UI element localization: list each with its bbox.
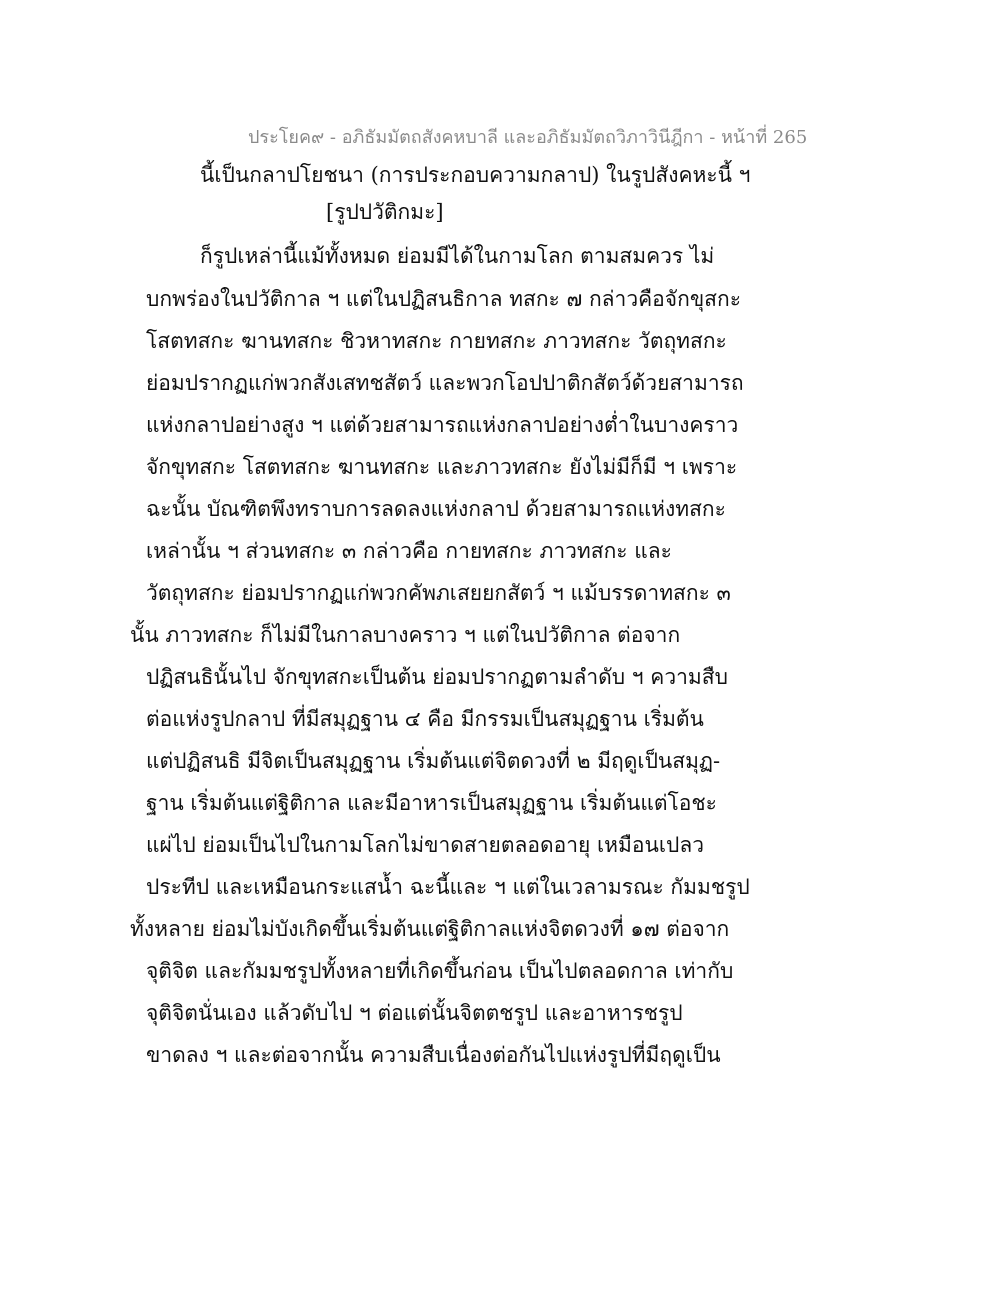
body-line: ประทีป และเหมือนกระแสน้ำ ฉะนี้และ ฯ แต่ในเวลามรณะ กัมมชรูป (146, 875, 750, 899)
running-header: ประโยค๙ - อภิธัมมัตถสังคหบาลี และอภิธัมมัตถวิภาวินีฎีกา - หน้าที่ 265 (248, 127, 808, 148)
body-line: ต่อแห่งรูปกลาป ที่มีสมุฏฐาน ๔ คือ มีกรรมเป็นสมุฏฐาน เริ่มต้น (146, 707, 704, 731)
body-line: ทั้งหลาย ย่อมไม่บังเกิดขึ้นเริ่มต้นแต่ฐิติกาลแห่งจิตดวงที่ ๑๗ ต่อจาก (130, 917, 730, 941)
body-line: แต่ปฏิสนธิ มีจิตเป็นสมุฏฐาน เริ่มต้นแต่จิตดวงที่ ๒ มีฤดูเป็นสมุฏ- (146, 749, 721, 773)
body-line: จักขุทสกะ โสตทสกะ ฆานทสกะ และภาวทสกะ ยังไม่มีก็มี ฯ เพราะ (146, 455, 738, 479)
body-line: จุติจิต และกัมมชรูปทั้งหลายที่เกิดขึ้นก่อน เป็นไปตลอดกาล เท่ากับ (146, 959, 734, 983)
intro-line: นี้เป็นกลาปโยชนา (การประกอบความกลาป) ในรูปสังคหะนี้ ฯ (200, 163, 751, 187)
body-line: ขาดลง ฯ และต่อจากนั้น ความสืบเนื่องต่อกันไปแห่งรูปที่มีฤดูเป็น (146, 1043, 721, 1067)
body-line: แผ่ไป ย่อมเป็นไปในกามโลกไม่ขาดสายตลอดอายุ เหมือนเปลว (146, 833, 704, 857)
section-heading: [รูปปวัติกมะ] (326, 200, 444, 224)
body-line: เหล่านั้น ฯ ส่วนทสกะ ๓ กล่าวคือ กายทสกะ ภาวทสกะ และ (146, 539, 672, 563)
body-line: แห่งกลาปอย่างสูง ฯ แต่ด้วยสามารถแห่งกลาปอย่างต่ำในบางคราว (146, 413, 739, 437)
body-line: ย่อมปรากฏแก่พวกสังเสทชสัตว์ และพวกโอปปาติกสัตว์ด้วยสามารถ (146, 371, 744, 395)
body-line: จุติจิตนั่นเอง แล้วดับไป ฯ ต่อแต่นั้นจิตตชรูป และอาหารชรูป (146, 1001, 683, 1025)
body-line: ปฏิสนธินั้นไป จักขุทสกะเป็นต้น ย่อมปรากฏตามลำดับ ฯ ความสืบ (146, 665, 728, 689)
body-line: ก็รูปเหล่านี้แม้ทั้งหมด ย่อมมีได้ในกามโลก ตามสมควร ไม่ (200, 244, 715, 268)
body-line: บกพร่องในปวัติกาล ฯ แต่ในปฏิสนธิกาล ทสกะ ๗ กล่าวคือจักขุสกะ (146, 287, 741, 311)
body-line: ฐาน เริ่มต้นแต่ฐิติกาล และมีอาหารเป็นสมุฏฐาน เริ่มต้นแต่โอชะ (146, 791, 717, 815)
body-line: วัตถุทสกะ ย่อมปรากฏแก่พวกคัพภเสยยกสัตว์ ฯ แม้บรรดาทสกะ ๓ (146, 581, 731, 605)
body-line: นั้น ภาวทสกะ ก็ไม่มีในกาลบางคราว ฯ แต่ในปวัติกาล ต่อจาก (130, 623, 681, 647)
body-line: โสตทสกะ ฆานทสกะ ชิวหาทสกะ กายทสกะ ภาวทสกะ วัตถุทสกะ (146, 329, 727, 353)
body-line: ฉะนั้น บัณฑิตพึงทราบการลดลงแห่งกลาป ด้วยสามารถแห่งทสกะ (146, 497, 726, 521)
